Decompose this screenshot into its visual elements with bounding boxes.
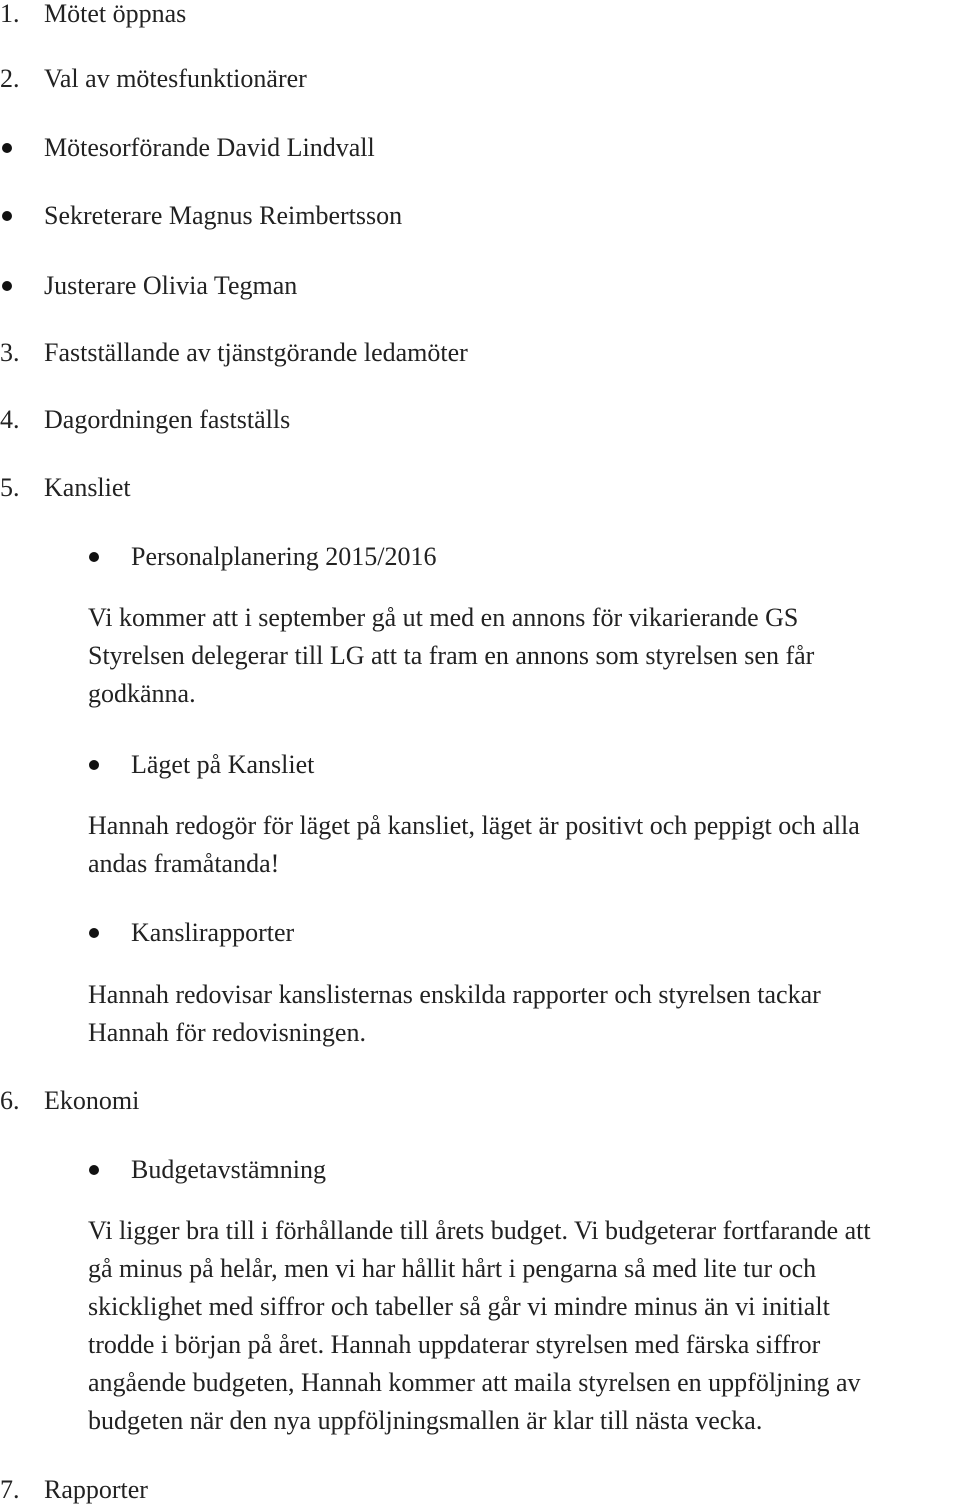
paragraph-line: Vi ligger bra till i förhållande till årets budget. Vi budgeterar fortfarande att [88, 1216, 871, 1245]
section-paragraph [88, 1212, 960, 1440]
paragraph-line: trodde i början på året. Hannah uppdaterar styrelsen med färska siffror [88, 1330, 821, 1359]
paragraph-line: gå minus på helår, men vi har hållit hårt i pengarna så med lite tur och [88, 1254, 817, 1283]
paragraph-line: angående budgeten, Hannah kommer att maila styrelsen en uppföljning av [88, 1368, 861, 1397]
bullet-icon [2, 281, 12, 291]
item-label: Dagordningen fastställs [44, 405, 291, 434]
paragraph-line: Styrelsen delegerar till LG att ta fram en annons som styrelsen sen får [88, 641, 815, 670]
section-heading: Budgetavstämning [131, 1155, 326, 1184]
bullet-icon [2, 143, 12, 153]
item-number: 3. [0, 338, 20, 367]
item-number: 1. [0, 0, 20, 28]
item-number: 4. [0, 405, 20, 434]
item-label: Val av mötesfunktionärer [44, 64, 307, 93]
section-heading: Kanslirapporter [131, 918, 295, 947]
list-item-label: Justerare Olivia Tegman [44, 271, 298, 300]
bullet-icon [89, 1165, 99, 1175]
item-label: Mötet öppnas [44, 0, 187, 28]
section-heading: Läget på Kansliet [131, 750, 315, 779]
list-item-label: Sekreterare Magnus Reimbertsson [44, 201, 403, 230]
item-number: 7. [0, 1475, 20, 1504]
item-number: 6. [0, 1086, 20, 1115]
paragraph-line: budgeten när den nya uppföljningsmallen är klar till nästa vecka. [88, 1406, 763, 1435]
item-label: Rapporter [44, 1475, 148, 1504]
list-item-label: Mötesorförande David Lindvall [44, 133, 375, 162]
paragraph-line: andas framåtanda! [88, 849, 280, 878]
paragraph-line: Hannah för redovisningen. [88, 1018, 366, 1047]
bullet-icon [89, 760, 99, 770]
item-label: Fastställande av tjänstgörande ledamöter [44, 338, 468, 367]
paragraph-line: Vi kommer att i september gå ut med en annons för vikarierande GS [88, 603, 799, 632]
bullet-icon [89, 552, 99, 562]
section-heading: Personalplanering 2015/2016 [131, 542, 437, 571]
paragraph-line: skicklighet med siffror och tabeller så går vi mindre minus än vi initialt [88, 1292, 830, 1321]
bullet-icon [2, 211, 12, 221]
section-paragraph [88, 976, 960, 1052]
section-paragraph [88, 599, 960, 713]
paragraph-line: godkänna. [88, 679, 196, 708]
item-number: 2. [0, 64, 20, 93]
section-paragraph [88, 807, 960, 883]
item-label: Kansliet [44, 473, 131, 502]
paragraph-line: Hannah redogör för läget på kansliet, läget är positivt och peppigt och alla [88, 811, 860, 840]
paragraph-line: Hannah redovisar kanslisternas enskilda rapporter och styrelsen tackar [88, 980, 821, 1009]
item-label: Ekonomi [44, 1086, 140, 1115]
bullet-icon [89, 928, 99, 938]
item-number: 5. [0, 473, 20, 502]
